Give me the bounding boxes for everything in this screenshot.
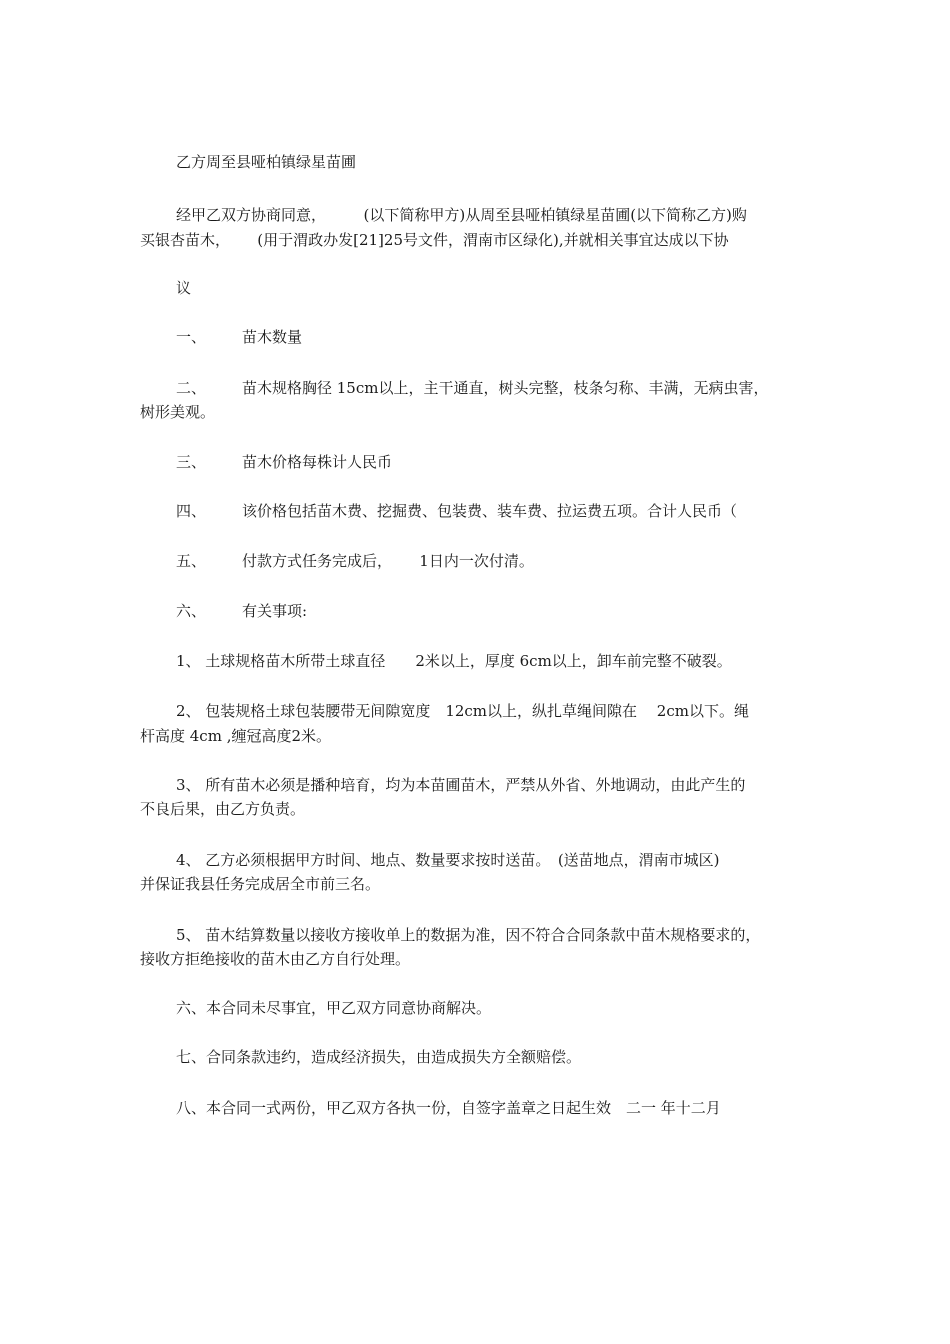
clause-1-number: 一、 — [176, 328, 207, 346]
clause-5-text: 付款方式任务完成后， 1日内一次付清。 — [242, 552, 534, 570]
clause-2-continuation: 树形美观。 — [140, 403, 216, 421]
clause-2-number: 二、 — [176, 379, 207, 397]
closing-clause-8: 八、本合同一式两份，甲乙双方各执一份，自签字盖章之日起生效 二一 年十二月 — [176, 1099, 721, 1117]
closing-clause-6: 六、本合同未尽事宜，甲乙双方同意协商解决。 — [176, 999, 492, 1017]
item-4-line-1: 4、 乙方必须根据甲方时间、地点、数量要求按时送苗。 (送苗地点，渭南市城区) — [176, 851, 720, 869]
clause-3-number: 三、 — [176, 453, 207, 471]
item-3-line-2: 不良后果，由乙方负责。 — [140, 800, 306, 818]
intro-line-1: 经甲乙双方协商同意， (以下简称甲方)从周至县哑柏镇绿星苗圃(以下简称乙方)购 — [176, 206, 747, 224]
item-4-line-2: 并保证我县任务完成居全市前三名。 — [140, 875, 381, 893]
item-3-line-1: 3、 所有苗木必须是播种培育，均为本苗圃苗木，严禁从外省、外地调动，由此产生的 — [176, 776, 746, 794]
party-b-heading: 乙方周至县哑柏镇绿星苗圃 — [176, 153, 357, 171]
clause-4-number: 四、 — [176, 502, 207, 520]
item-1-line-1: 1、 土球规格苗木所带土球直径 2米以上，厚度 6cm以上，卸车前完整不破裂。 — [176, 652, 732, 670]
intro-line-2: 买银杏苗木， (用于渭政办发[21]25号文件，渭南市区绿化),并就相关事宜达成以下协 — [140, 231, 729, 249]
clause-3-text: 苗木价格每株计人民币 — [242, 453, 393, 471]
clause-4-text: 该价格包括苗木费、挖掘费、包装费、装车费、拉运费五项。合计人民币（ — [242, 502, 738, 520]
clause-6-text: 有关事项: — [242, 602, 308, 620]
clause-2-text: 苗木规格胸径 15cm以上，主干通直，树头完整，枝条匀称、丰满，无病虫害， — [242, 379, 769, 397]
clause-6-number: 六、 — [176, 602, 207, 620]
intro-line-3: 议 — [176, 279, 192, 297]
item-2-line-1: 2、 包装规格土球包装腰带无间隙宽度 12cm以上，纵扎草绳间隙在 2cm以下。绳 — [176, 702, 749, 720]
closing-clause-7: 七、合同条款违约，造成经济损失，由造成损失方全额赔偿。 — [176, 1048, 582, 1066]
item-2-line-2: 杆高度 4cm ,缠冠高度2米。 — [140, 727, 332, 745]
clause-1-text: 苗木数量 — [242, 328, 303, 346]
item-5-line-2: 接收方拒绝接收的苗木由乙方自行处理。 — [140, 950, 411, 968]
clause-5-number: 五、 — [176, 552, 207, 570]
item-5-line-1: 5、 苗木结算数量以接收方接收单上的数据为准，因不符合合同条款中苗木规格要求的， — [176, 926, 761, 944]
